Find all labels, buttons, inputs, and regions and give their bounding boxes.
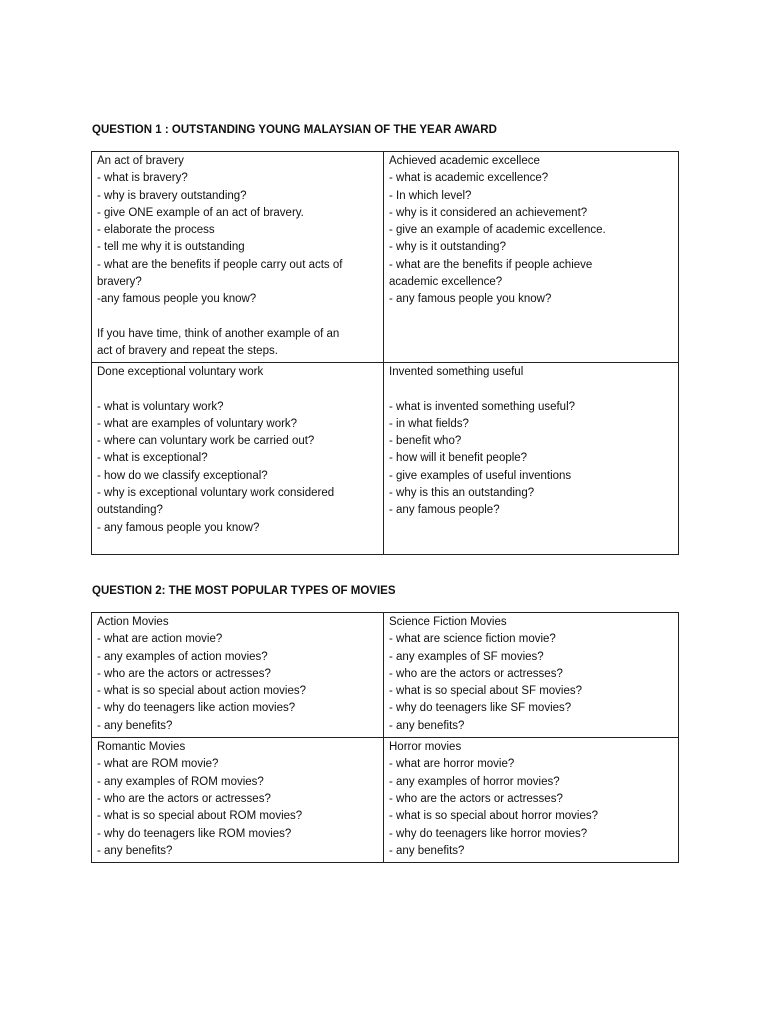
cell-horror-movies bbox=[384, 738, 679, 863]
prompt-item: - give examples of useful inventions bbox=[389, 469, 572, 482]
prompt-item: - what are action movie? bbox=[97, 633, 223, 646]
prompt-item: - In which level? bbox=[389, 189, 472, 202]
prompt-item: - what is so special about horror movies? bbox=[389, 810, 599, 823]
prompt-item: - what are ROM movie? bbox=[97, 758, 219, 771]
cell-note: If you have time, think of another example of an bbox=[97, 327, 340, 340]
table-row bbox=[92, 613, 679, 738]
prompt-item: academic excellence? bbox=[389, 276, 503, 289]
prompt-item: - any benefits? bbox=[389, 844, 465, 857]
table-row bbox=[92, 152, 679, 363]
prompt-item: - what is so special about SF movies? bbox=[389, 685, 583, 698]
cell-academic-excellence bbox=[384, 152, 679, 363]
prompt-item: - benefit who? bbox=[389, 435, 462, 448]
cell-act-of-bravery bbox=[92, 152, 384, 363]
prompt-item: - tell me why it is outstanding bbox=[97, 241, 245, 254]
prompt-item: - who are the actors or actresses? bbox=[97, 667, 271, 680]
prompt-item: - what are horror movie? bbox=[389, 758, 515, 771]
question-1-title: QUESTION 1 : OUTSTANDING YOUNG MALAYSIAN OF THE YEAR AWARD bbox=[92, 124, 497, 136]
prompt-item: - any examples of ROM movies? bbox=[97, 775, 264, 788]
prompt-item: - any examples of SF movies? bbox=[389, 650, 544, 663]
table-row bbox=[92, 738, 679, 863]
prompt-item: - what are science fiction movie? bbox=[389, 633, 556, 646]
prompt-item: - where can voluntary work be carried out? bbox=[97, 435, 315, 448]
cell-romantic-movies bbox=[92, 738, 384, 863]
cell-action-movies bbox=[92, 613, 384, 738]
prompt-item: - why is bravery outstanding? bbox=[97, 189, 247, 202]
spacer bbox=[97, 309, 378, 326]
prompt-item: - any examples of horror movies? bbox=[389, 775, 560, 788]
prompt-item: - any benefits? bbox=[97, 844, 173, 857]
cell-heading: Horror movies bbox=[389, 741, 462, 754]
prompt-item: - what is bravery? bbox=[97, 172, 188, 185]
prompt-item: - what are examples of voluntary work? bbox=[97, 417, 298, 430]
prompt-item: - what is invented something useful? bbox=[389, 400, 576, 413]
prompt-item: - give an example of academic excellence. bbox=[389, 224, 606, 237]
prompt-item: bravery? bbox=[97, 276, 142, 289]
prompt-item: - how do we classify exceptional? bbox=[97, 469, 268, 482]
cell-heading: Romantic Movies bbox=[97, 741, 186, 754]
prompt-item: - any benefits? bbox=[97, 719, 173, 732]
prompt-item: - what is so special about action movies? bbox=[97, 685, 307, 698]
prompt-item: - why do teenagers like SF movies? bbox=[389, 702, 572, 715]
prompt-item: - why is exceptional voluntary work considered bbox=[97, 487, 335, 500]
cell-heading: An act of bravery bbox=[97, 155, 184, 167]
prompt-item: - why do teenagers like ROM movies? bbox=[97, 827, 292, 840]
question-1-table bbox=[91, 151, 679, 555]
prompt-item: - any famous people you know? bbox=[97, 521, 260, 534]
prompt-item: - who are the actors or actresses? bbox=[389, 792, 563, 805]
prompt-item: - any benefits? bbox=[389, 719, 465, 732]
prompt-item: - why is it outstanding? bbox=[389, 241, 506, 254]
cell-heading: Done exceptional voluntary work bbox=[97, 366, 264, 379]
prompt-item: - who are the actors or actresses? bbox=[97, 792, 271, 805]
question-2-title: QUESTION 2: THE MOST POPULAR TYPES OF MOVIES bbox=[92, 585, 396, 597]
prompt-item: - any famous people you know? bbox=[389, 293, 552, 306]
prompt-item: - what are the benefits if people carry out acts of bbox=[97, 258, 343, 271]
cell-heading: Action Movies bbox=[97, 616, 169, 628]
prompt-item: -any famous people you know? bbox=[97, 293, 257, 306]
cell-voluntary-work bbox=[92, 363, 384, 555]
spacer bbox=[97, 382, 378, 399]
cell-science-fiction-movies bbox=[384, 613, 679, 738]
cell-invented-something bbox=[384, 363, 679, 555]
prompt-item: - what is voluntary work? bbox=[97, 400, 224, 413]
cell-note: act of bravery and repeat the steps. bbox=[97, 344, 278, 357]
prompt-item: - why do teenagers like action movies? bbox=[97, 702, 296, 715]
prompt-item: - how will it benefit people? bbox=[389, 452, 528, 465]
prompt-item: - why is it considered an achievement? bbox=[389, 206, 588, 219]
prompt-item: - in what fields? bbox=[389, 417, 469, 430]
cell-heading: Invented something useful bbox=[389, 366, 524, 379]
prompt-item: - any famous people? bbox=[389, 504, 500, 517]
prompt-item: - who are the actors or actresses? bbox=[389, 667, 563, 680]
prompt-item: - what is so special about ROM movies? bbox=[97, 810, 303, 823]
prompt-item: - any examples of action movies? bbox=[97, 650, 268, 663]
prompt-item: - what is exceptional? bbox=[97, 452, 208, 465]
spacer bbox=[389, 382, 673, 399]
prompt-item: - why is this an outstanding? bbox=[389, 487, 535, 500]
prompt-item: - give ONE example of an act of bravery. bbox=[97, 206, 304, 219]
question-2-table bbox=[91, 612, 679, 863]
table-row bbox=[92, 363, 679, 555]
prompt-item: outstanding? bbox=[97, 504, 163, 517]
cell-heading: Science Fiction Movies bbox=[389, 616, 507, 628]
prompt-item: - what is academic excellence? bbox=[389, 172, 549, 185]
prompt-item: - why do teenagers like horror movies? bbox=[389, 827, 588, 840]
prompt-item: - what are the benefits if people achieve bbox=[389, 258, 593, 271]
cell-heading: Achieved academic excellece bbox=[389, 155, 540, 167]
prompt-item: - elaborate the process bbox=[97, 224, 215, 237]
